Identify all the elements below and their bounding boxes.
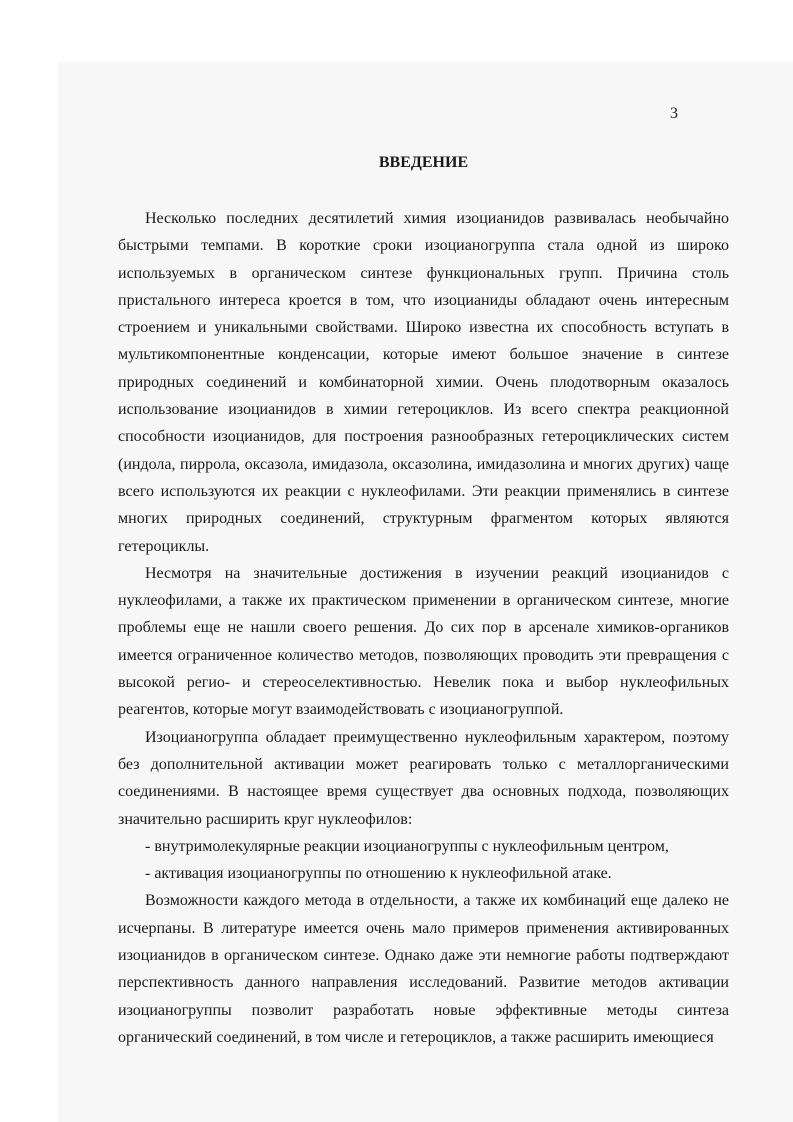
- list-item-activation: - активация изоцианогруппы по отношению к нуклеофильной атаке.: [145, 865, 612, 883]
- list-item-intramolecular: - внутримолекулярные реакции изоцианогруппы с нуклеофильным центром,: [145, 837, 669, 855]
- paragraph-isocyano-group: Изоцианогруппа обладает преимущественно нуклеофильным характером, поэтому без дополнительной активации может реагировать только с металлорганическими соединениями. В настоящее время существует два основных подхода, позволяющих значительно расширить круг нуклеофилов:: [118, 728, 729, 828]
- paragraph-problems: Несмотря на значительные достижения в изучении реакций изоцианидов с нуклеофилами, а также их практическом применении в органическом синтезе, многие проблемы еще не нашли своего решения. До сих пор в арсенале химиков-органиков имеется ограниченное количество методов, позволяющих проводить эти превращения с высокой регио- и стереоселективностью. Невелик пока и выбор нуклеофильных реагентов, которые могут взаимодействовать с изоцианогруппой.: [118, 564, 729, 719]
- page-title: ВВЕДЕНИЕ: [378, 154, 469, 171]
- paragraph-possibilities: Возможности каждого метода в отдельности, а также их комбинаций еще далеко не исчерпаны. В литературе имеется очень мало примеров применения активированных изоцианидов в органическом синтезе. Однако даже эти немногие работы подтверждают перспективность данного направления исследований. Развитие методов активации изоцианогруппы позволит разработать новые эффективные методы синтеза органический соединений, в том числе и гетероциклов, а также расширить имеющиеся: [118, 892, 729, 1046]
- paragraph-intro: Несколько последних десятилетий химия изоцианидов развивалась необычайно быстрыми темпами. В короткие сроки изоцианогруппа стала одной из широко используемых в органическом синтезе функциональных групп. Причина столь пристального интереса кроется в том, что изоцианиды обладают очень интересным строением и уникальными свойствами. Широко известна их способность вступать в мультикомпонентные конденсации, которые имеют большое значение в синтезе природных соединений и комбинаторной химии. Очень плодотворным оказалось использование изоцианидов в химии гетероциклов. Из всего спектра реакционной способности изоцианидов, для построения разнообразных гетероциклических систем (индола, пиррола, оксазола, имидазола, оксазолина, имидазолина и многих других) чаще всего используются их реакции с нуклеофилами. Эти реакции применялись в синтезе многих природных соединений, структурным фрагментом которых являются гетероциклы.: [118, 210, 729, 555]
- body-text: [118, 205, 729, 1051]
- page-number: 3: [670, 105, 678, 122]
